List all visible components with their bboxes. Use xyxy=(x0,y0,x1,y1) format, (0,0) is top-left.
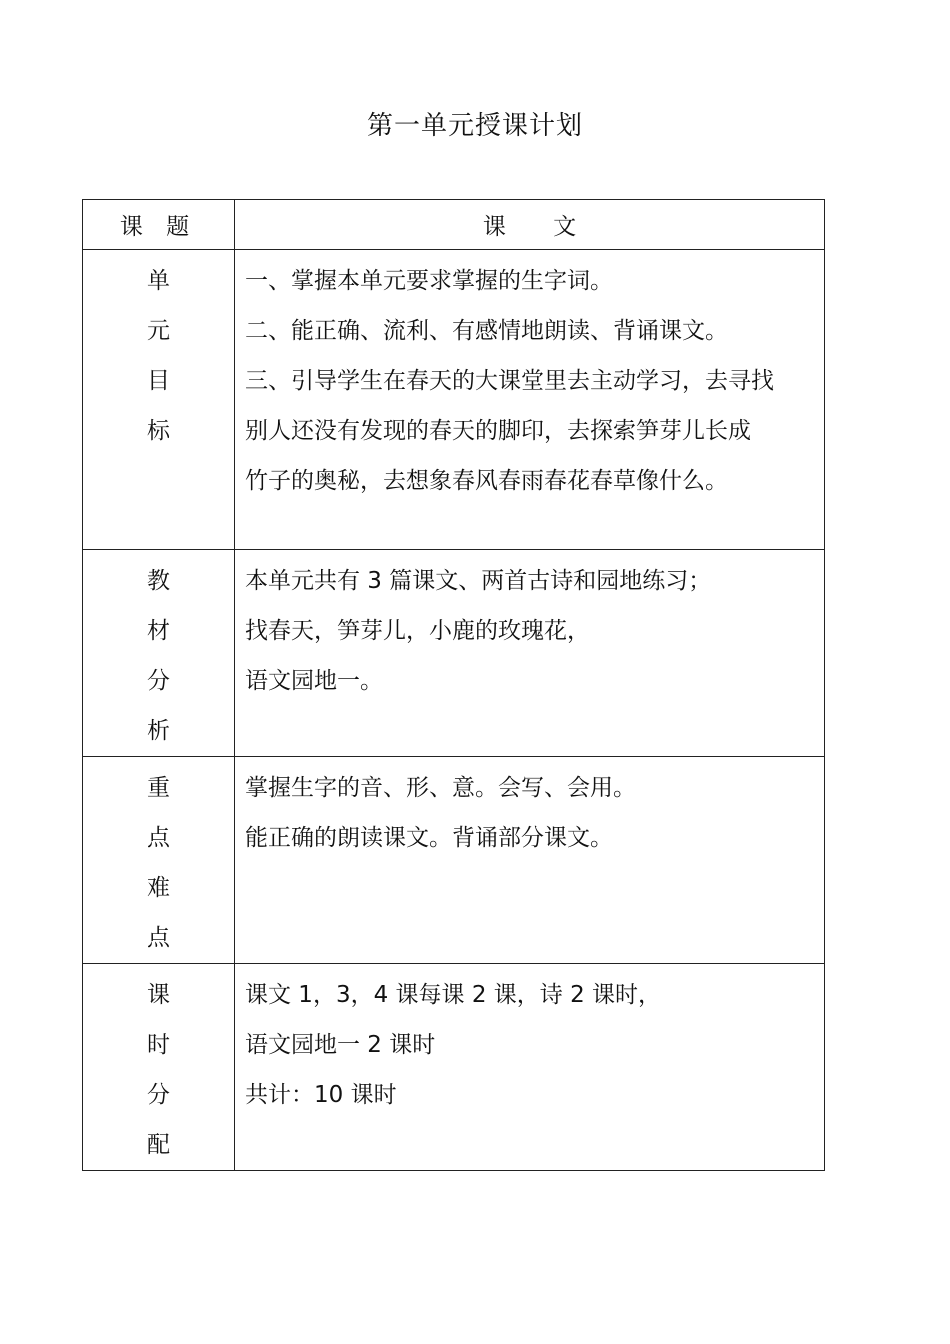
label-char: 单 xyxy=(147,268,170,294)
label-char: 重 xyxy=(147,775,170,801)
content-line: 掌握生字的音、形、意。会写、会用。 xyxy=(245,775,636,801)
content-line: 能正确的朗读课文。背诵部分课文。 xyxy=(245,825,613,851)
table-row-unit-goals xyxy=(83,250,825,550)
material-analysis-content xyxy=(235,550,824,706)
content-line: 竹子的奥秘，去想象春风春雨春花春草像什么。 xyxy=(245,468,728,494)
label-char: 点 xyxy=(147,925,170,951)
label-char: 元 xyxy=(147,318,170,344)
lesson-plan-table xyxy=(82,199,825,1171)
table-row-key-difficult-points xyxy=(83,757,825,964)
key-difficult-points-content xyxy=(235,757,824,863)
content-line: 三、引导学生在春天的大课堂里去主动学习，去寻找 xyxy=(245,368,774,394)
page-title: 第一单元授课计划 xyxy=(366,111,583,141)
content-line: 找春天，笋芽儿，小鹿的玫瑰花， xyxy=(245,618,590,644)
label-char: 点 xyxy=(147,825,170,851)
content-line: 本单元共有 3 篇课文、两首古诗和园地练习； xyxy=(245,568,712,594)
content-line: 语文园地一 2 课时 xyxy=(245,1032,436,1058)
header-text-cell xyxy=(235,200,825,250)
row-content-cell xyxy=(235,550,825,757)
label-char: 难 xyxy=(147,875,170,901)
label-char: 目 xyxy=(147,368,170,394)
content-line: 语文园地一。 xyxy=(245,668,383,694)
content-line: 课文 1，3，4 课每课 2 课，诗 2 课时， xyxy=(245,982,662,1008)
row-label-class-hours xyxy=(83,964,234,1170)
content-line: 共计：10 课时 xyxy=(245,1082,397,1108)
row-content-cell xyxy=(235,250,825,550)
label-char: 分 xyxy=(147,1082,170,1108)
header-topic-cell: 课 题 xyxy=(83,200,235,250)
label-char: 析 xyxy=(147,718,170,744)
content-line: 二、能正确、流利、有感情地朗读、背诵课文。 xyxy=(245,318,728,344)
label-char: 时 xyxy=(147,1032,170,1058)
table-row-material-analysis xyxy=(83,550,825,757)
row-content-cell xyxy=(235,964,825,1171)
label-char: 材 xyxy=(147,618,170,644)
content-line: 一、掌握本单元要求掌握的生字词。 xyxy=(245,268,613,294)
label-char: 配 xyxy=(147,1132,170,1158)
unit-goals-content xyxy=(235,250,824,506)
label-char: 分 xyxy=(147,668,170,694)
content-line: 别人还没有发现的春天的脚印，去探索笋芽儿长成 xyxy=(245,418,751,444)
table-header-row xyxy=(83,200,825,250)
row-label-material-analysis xyxy=(83,550,234,756)
row-label-cell xyxy=(83,250,235,550)
label-char: 标 xyxy=(147,418,170,444)
header-text-label: 课 文 xyxy=(482,214,577,240)
label-char: 教 xyxy=(147,568,170,594)
table-row-class-hours xyxy=(83,964,825,1171)
row-label-unit-goals xyxy=(83,250,234,456)
label-char: 课 xyxy=(147,982,170,1008)
row-content-cell xyxy=(235,757,825,964)
row-label-key-difficult-points xyxy=(83,757,234,963)
class-hours-content xyxy=(235,964,824,1120)
row-label-cell xyxy=(83,757,235,964)
row-label-cell xyxy=(83,964,235,1171)
row-label-cell xyxy=(83,550,235,757)
